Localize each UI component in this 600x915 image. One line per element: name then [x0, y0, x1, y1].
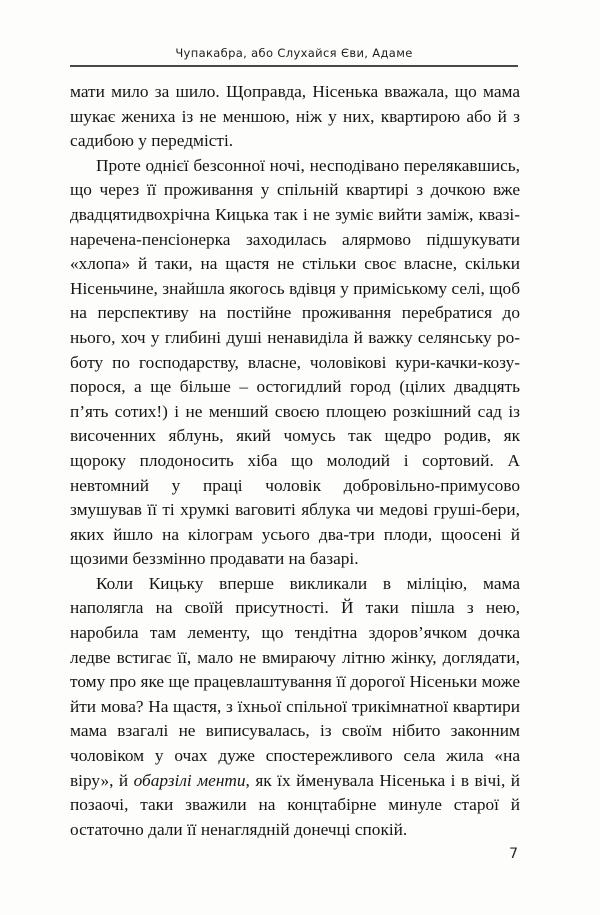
page-number: 7 — [509, 846, 518, 862]
running-head-title: Чупакабра, або Слухайся Єви, Адаме — [175, 46, 413, 60]
paragraph-2: Проте однієї безсонної ночі, несподівано перелякавшись, що через її проживання у спільній квартирі з дочкою вже двадцятидвохрічна Кицька так і не зуміє вийти заміж, квазі-наречена-пенсіонерка заходилась алярмово підшукувати «хлопа» й таки, на щастя не стільки своє власне, скільки Нісеньчине, знайшла якогось вдівця у приміському селі, щоб на перспективу на постійне проживання перебратися до нього, хоч у глибині душі ненавиділа й важку селянську роботу по господарству, власне, чоловікові кури-качки-козу-порося, а ще більше – остогидлий город (цілих двадцять п’ять сотих!) і не менший своєю площею розкішний сад із височенних яблунь, який чомусь так щедро родив, як щороку плодоносить хіба що молодий і сортовий. А невтомний у праці чоловік добровільно-примусово змушував її ті хрумкі ваговиті яблука чи медові груші-бери, яких йшло на кілограм усього два-три плоди, щоосені й щозими беззмінно продавати на базарі. — [70, 155, 520, 569]
paragraph-3-part-2: , як їх йменувала Нісенька і в вічі, й позаочі, таки зважили на концтабірне минуле старої й остаточно дали її ненаглядній донечці спокій. — [70, 770, 521, 839]
header-divider-rule — [70, 65, 518, 67]
folio — [70, 845, 518, 863]
paragraph-3-part-1: Коли Кицьку вперше викликали в міліцію, мама наполягла на своїй присутності. Й таки пішла з нею, наробила там лементу, що тендітна здоров’ячком дочка ледве встигає її, мало не вмираючу літню жінку, доглядати, тому про яке ще працевлаштування її дорогої Нісеньки може йти мова? На щастя, з їхньої спільної трикімнатної квартири мама взагалі не виписувалась, із своїм нібито законним чоловіком у очах дуже спостережливого села жила «на віру», й — [70, 573, 520, 790]
running-head — [70, 44, 518, 62]
paragraph-3-emphasis: обарзілі менти — [133, 770, 246, 790]
body-text-block — [70, 80, 520, 842]
paragraph-1: мати мило за шило. Щоправда, Нісенька вважала, що мама шукає жениха із не меншою, ніж у них, квартирою або й з садибою у передмісті. — [70, 82, 520, 151]
paragraph-3 — [70, 572, 520, 843]
